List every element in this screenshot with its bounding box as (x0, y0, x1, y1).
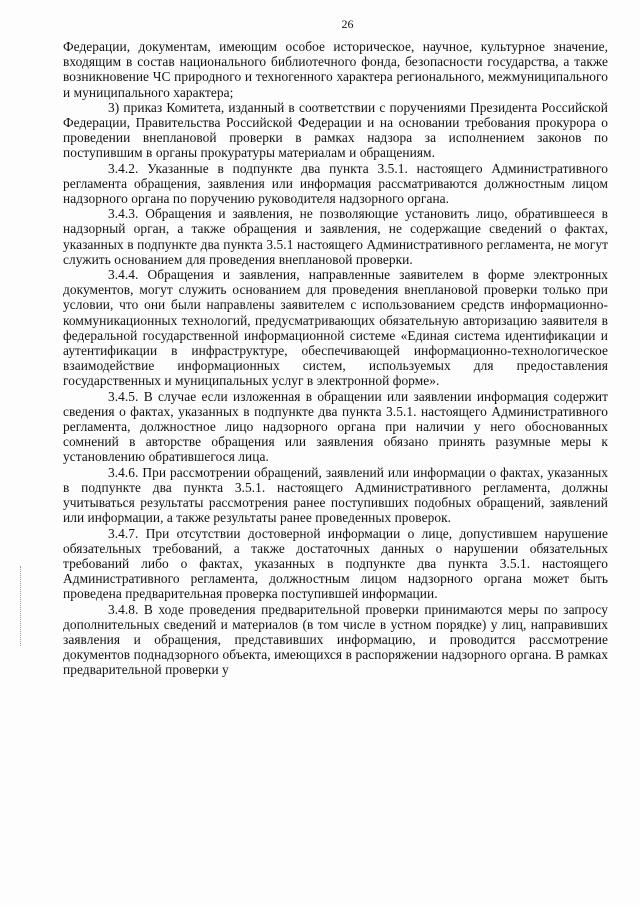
paragraph-3-4-8: 3.4.8. В ходе проведения предварительной проверки принимаются меры по запросу дополнительных сведений и материалов (в том числе в устном порядке) у лиц, направивших заявления и обращения, представивших информацию, и проводится рассмотрение документов поднадзорного объекта, имеющихся в распоряжении надзорного органа. В рамках предварительной проверки у (63, 601, 608, 678)
paragraph-continuation: Федерации, документам, имеющим особое историческое, научное, культурное значение, входящим в состав национального библиотечного фонда, безопасности государства, а также возникновение ЧС природного и техногенного характера регионального, межмуниципального и муниципального характера; (63, 39, 608, 100)
document-body (63, 39, 608, 678)
paragraph-3-4-4: 3.4.4. Обращения и заявления, направленные заявителем в форме электронных документов, могут служить основанием для проведения внеплановой проверки только при условии, что они были направлены заявителем с использованием средств информационно-коммуникационных технологий, предусматривающих обязательную авторизацию заявителя в федеральной государственной информационной системе «Единая система идентификации и аутентификации в инфраструктуре, обеспечивающей информационно-технологическое взаимодействие информационных систем, используемых для предоставления государственных и муниципальных услуг в электронной форме». (63, 267, 608, 389)
margin-scan-mark (20, 566, 27, 646)
paragraph-3-4-6: 3.4.6. При рассмотрении обращений, заявлений или информации о фактах, указанных в подпункте два пункта 3.5.1. настоящего Административного регламента, должны учитываться результаты рассмотрения ранее поступивших подобных обращений, заявлений или информации, а также результаты ранее проведенных проверок. (63, 464, 608, 526)
paragraph-3-4-5: 3.4.5. В случае если изложенная в обращении или заявлении информация содержит сведения о фактах, указанных в подпункте два пункта 3.5.1. настоящего Административного регламента, должностное лицо надзорного органа при наличии у него обоснованных сомнений в авторстве обращения или заявления обязано принять разумные меры к установлению обратившегося лица. (63, 388, 608, 465)
paragraph-item-3: 3) приказ Комитета, изданный в соответствии с поручениями Президента Российской Федерации, Правительства Российской Федерации и на основании требования прокурора о проведении внеплановой проверки в рамках надзора за исполнением законов по поступившим в органы прокуратуры материалам и обращениям. (63, 99, 608, 161)
paragraph-3-4-7: 3.4.7. При отсутствии достоверной информации о лице, допустившем нарушение обязательных требований, а также достаточных данных о нарушении обязательных требований либо о фактах, указанных в подпункте два пункта 3.5.1. настоящего Административного регламента, должностным лицом надзорного органа может быть проведена предварительная проверка поступившей информации. (63, 525, 608, 602)
paragraph-3-4-3: 3.4.3. Обращения и заявления, не позволяющие установить лицо, обратившееся в надзорный орган, а также обращения и заявления, не содержащие сведений о фактах, указанных в подпункте два пункта 3.5.1 настоящего Административного регламента, не могут служить основанием для проведения внеплановой проверки. (63, 206, 608, 267)
paragraph-3-4-2: 3.4.2. Указанные в подпункте два пункта 3.5.1. настоящего Административного регламента обращения, заявления или информация рассматриваются должностным лицом надзорного органа по поручению руководителя надзорного органа. (63, 160, 608, 207)
page-number: 26 (341, 17, 354, 31)
